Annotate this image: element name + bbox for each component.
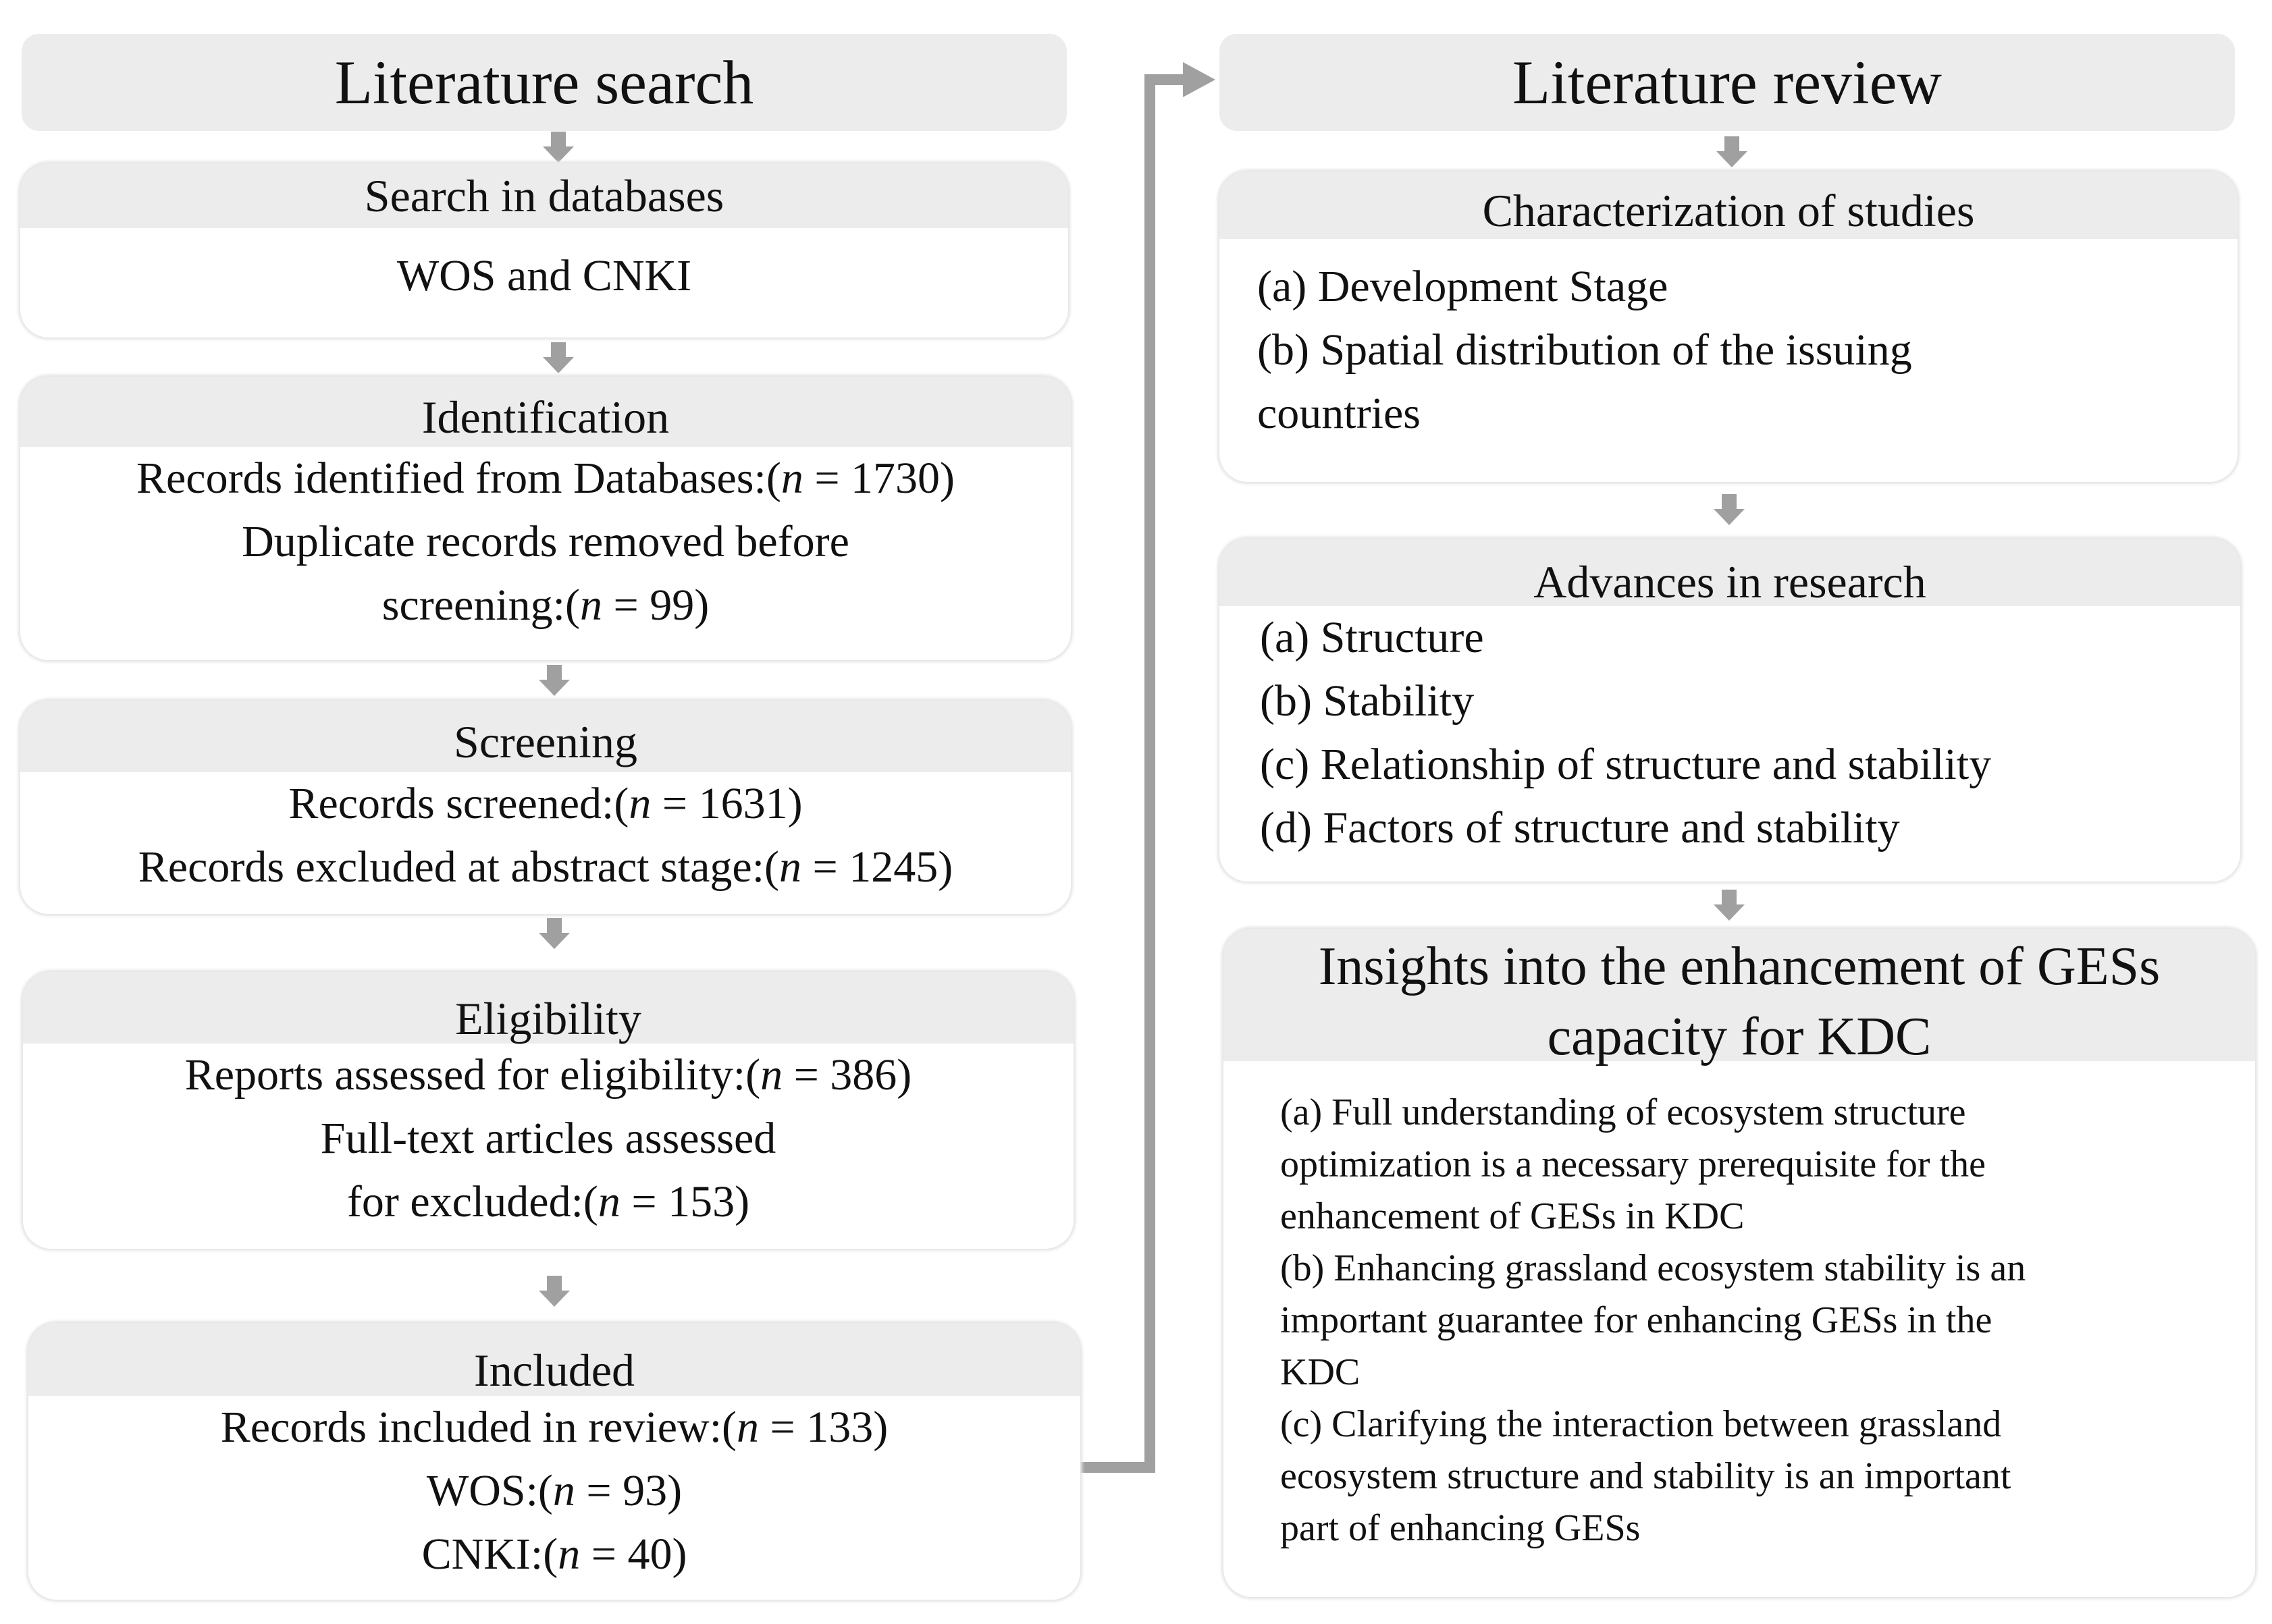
included-header: Included <box>28 1323 1080 1396</box>
insights-header <box>1223 929 2255 1066</box>
body-line: (b) Spatial distribution of the issuing <box>1257 325 1912 375</box>
body-line: (a) Development Stage <box>1257 262 1668 311</box>
body-line: countries <box>1257 389 1421 438</box>
characterization-header: Characterization of studies <box>1219 171 2238 239</box>
eligibility-box <box>23 972 1074 1249</box>
body-line: Records excluded at abstract stage:(n = 1245) <box>138 842 953 892</box>
search-databases-box <box>20 163 1068 337</box>
search-databases-body <box>20 228 1068 308</box>
body-line: part of enhancing GESs <box>1280 1507 1641 1549</box>
body-line: for excluded:(n = 153) <box>346 1177 750 1226</box>
body-line: KDC <box>1280 1351 1360 1393</box>
arrow-identification-to-screening <box>539 665 570 696</box>
screening-body <box>20 772 1071 899</box>
body-line: (b) Enhancing grassland ecosystem stability is an <box>1280 1247 2026 1289</box>
arrow-review-to-characterization <box>1716 136 1747 167</box>
body-line: (a) Full understanding of ecosystem structure <box>1280 1091 1966 1133</box>
advances-box <box>1219 539 2240 882</box>
connector-included-to-review <box>1080 62 1215 1467</box>
arrow-search-to-databases <box>543 132 574 163</box>
literature-search-title: Literature search <box>22 34 1067 131</box>
body-line: important guarantee for enhancing GESs in the <box>1280 1299 1992 1341</box>
body-line: CNKI:(n = 40) <box>421 1530 687 1579</box>
body-line: WOS:(n = 93) <box>426 1466 683 1515</box>
body-line: WOS and CNKI <box>396 251 692 300</box>
eligibility-body <box>23 1044 1074 1234</box>
advances-header: Advances in research <box>1219 539 2240 606</box>
arrow-eligibility-to-included <box>539 1276 570 1307</box>
screening-header: Screening <box>20 701 1071 772</box>
advances-body <box>1219 606 2240 860</box>
eligibility-header: Eligibility <box>23 972 1074 1044</box>
arrow-databases-to-identification <box>543 342 574 373</box>
body-line: Duplicate records removed before <box>242 517 849 566</box>
body-line: (b) Stability <box>1260 676 1475 726</box>
body-line: (d) Factors of structure and stability <box>1260 803 1900 852</box>
body-line: (c) Relationship of structure and stability <box>1260 740 1992 789</box>
identification-header: Identification <box>20 377 1071 447</box>
body-line: Reports assessed for eligibility:(n = 386) <box>184 1050 912 1100</box>
characterization-body <box>1219 239 2238 445</box>
identification-box <box>20 377 1071 660</box>
literature-review-title: Literature review <box>1219 34 2235 131</box>
included-box <box>28 1323 1080 1600</box>
insights-header-line: capacity for KDC <box>1547 1007 1932 1066</box>
body-line: screening:(n = 99) <box>381 580 710 630</box>
body-line: optimization is a necessary prerequisite for the <box>1280 1143 1986 1185</box>
insights-body <box>1223 1061 2255 1554</box>
screening-box <box>20 701 1071 914</box>
body-line: enhancement of GESs in KDC <box>1280 1195 1745 1237</box>
body-line: (a) Structure <box>1260 613 1484 662</box>
body-line: ecosystem structure and stability is an important <box>1280 1455 2011 1497</box>
arrow-characterization-to-advances <box>1714 494 1745 525</box>
insights-header-line: Insights into the enhancement of GESs <box>1318 937 2161 996</box>
characterization-box <box>1219 171 2238 482</box>
arrow-screening-to-eligibility <box>539 918 570 949</box>
identification-body <box>20 447 1071 637</box>
search-databases-header: Search in databases <box>20 163 1068 228</box>
body-line: (c) Clarifying the interaction between grassland <box>1280 1403 2002 1445</box>
body-line: Records identified from Databases:(n = 1730) <box>136 454 955 503</box>
body-line: Full-text articles assessed <box>320 1114 776 1163</box>
body-line: Records screened:(n = 1631) <box>288 779 803 828</box>
arrow-advances-to-insights <box>1714 890 1745 921</box>
body-line: Records included in review:(n = 133) <box>220 1403 889 1452</box>
included-body <box>28 1396 1080 1586</box>
insights-box <box>1223 929 2255 1597</box>
